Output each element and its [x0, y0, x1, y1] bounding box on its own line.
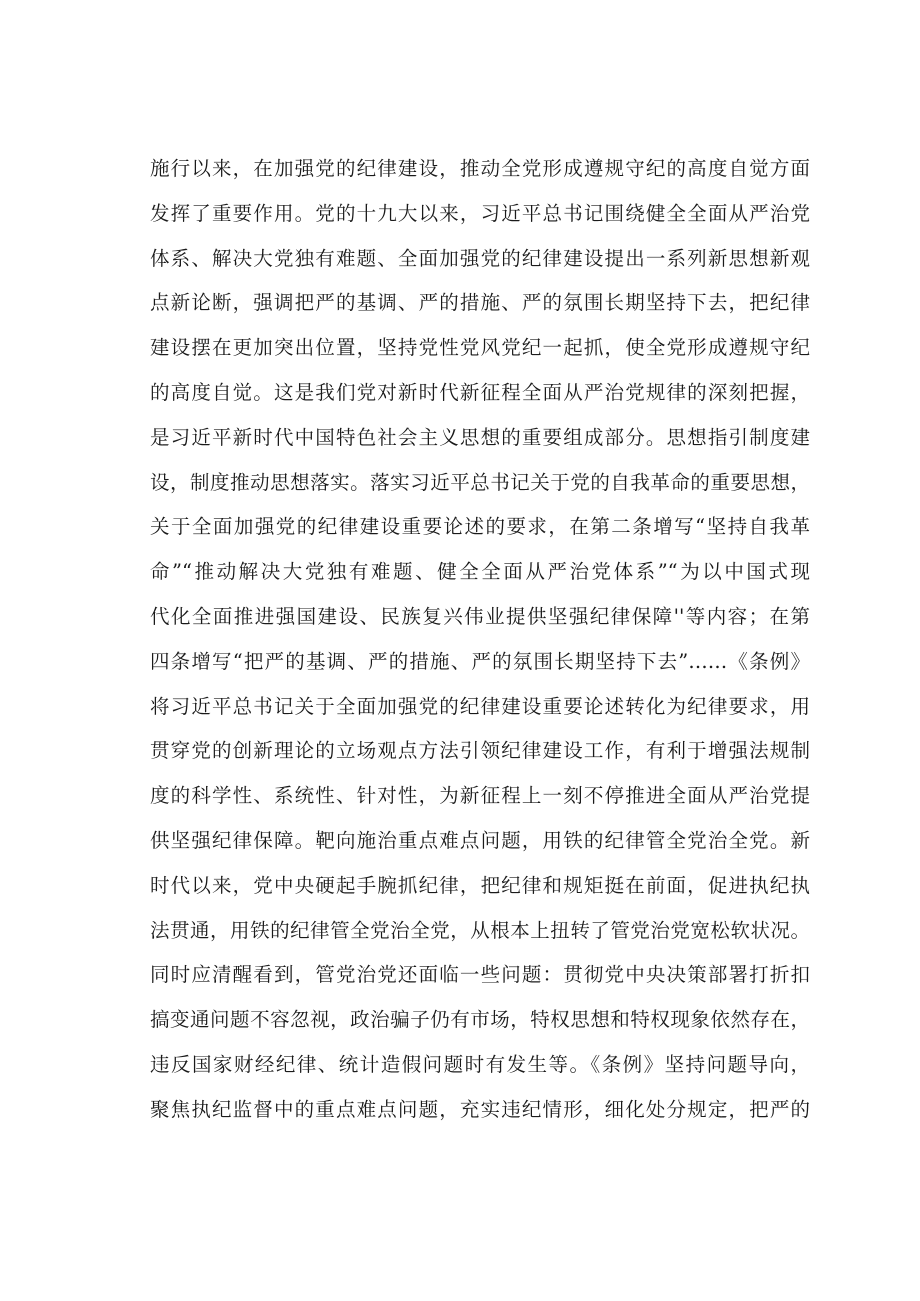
text-line: 发挥了重要作用。党的十九大以来，习近平总书记围绕健全全面从严治党 [150, 201, 810, 225]
body-text [150, 147, 810, 1133]
text-line: 度的科学性、系统性、针对性，为新征程上一刻不停推进全面从严治党提 [150, 784, 810, 808]
text-line: 贯穿党的创新理论的立场观点方法引领纪律建设工作，有利于增强法规制 [150, 739, 810, 763]
text-line: 供坚强纪律保障。靶向施治重点难点问题，用铁的纪律管全党治全党。新 [150, 828, 810, 852]
text-line: 四条增写“把严的基调、严的措施、严的氛围长期坚持下去”……《条例》 [150, 649, 810, 673]
text-line: 搞变通问题不容忽视，政治骗子仍有市场，特权思想和特权现象依然存在， [150, 1008, 810, 1032]
text-line: 施行以来，在加强党的纪律建设，推动全党形成遵规守纪的高度自觉方面 [150, 157, 810, 180]
text-line: 时代以来，党中央硬起手腕抓纪律，把纪律和规矩挺在前面，促进执纪执 [150, 873, 810, 897]
text-line: 聚焦执纪监督中的重点难点问题，充实违纪情形，细化处分规定，把严的 [150, 1097, 810, 1121]
text-line: 建设摆在更加突出位置，坚持党性党风党纪一起抓，使全党形成遵规守纪 [150, 336, 810, 360]
text-line: 设，制度推动思想落实。落实习近平总书记关于党的自我革命的重要思想， [150, 470, 810, 494]
text-line: 是习近平新时代中国特色社会主义思想的重要组成部分。思想指引制度建 [150, 425, 810, 449]
text-line: 命”“推动解决大党独有难题、健全全面从严治党体系”“为以中国式现 [150, 560, 810, 584]
text-line: 同时应清醒看到，管党治党还面临一些问题：贯彻党中央决策部署打折扣 [150, 963, 810, 987]
text-line: 体系、解决大党独有难题、全面加强党的纪律建设提出一系列新思想新观 [150, 246, 810, 270]
text-line: 法贯通，用铁的纪律管全党治全党，从根本上扭转了管党治党宽松软状况。 [150, 918, 810, 942]
text-line: 代化全面推进强国建设、民族复兴伟业提供坚强纪律保障''等内容；在第 [150, 604, 810, 628]
text-line: 将习近平总书记关于全面加强党的纪律建设重要论述转化为纪律要求，用 [150, 694, 810, 718]
text-line: 关于全面加强党的纪律建设重要论述的要求，在第二条增写“坚持自我革 [150, 515, 810, 539]
text-line: 的高度自觉。这是我们党对新时代新征程全面从严治党规律的深刻把握， [150, 380, 810, 404]
text-line: 违反国家财经纪律、统计造假问题时有发生等。《条例》坚持问题导向， [150, 1052, 810, 1076]
text-line: 点新论断，强调把严的基调、严的措施、严的氛围长期坚持下去，把纪律 [150, 291, 810, 315]
